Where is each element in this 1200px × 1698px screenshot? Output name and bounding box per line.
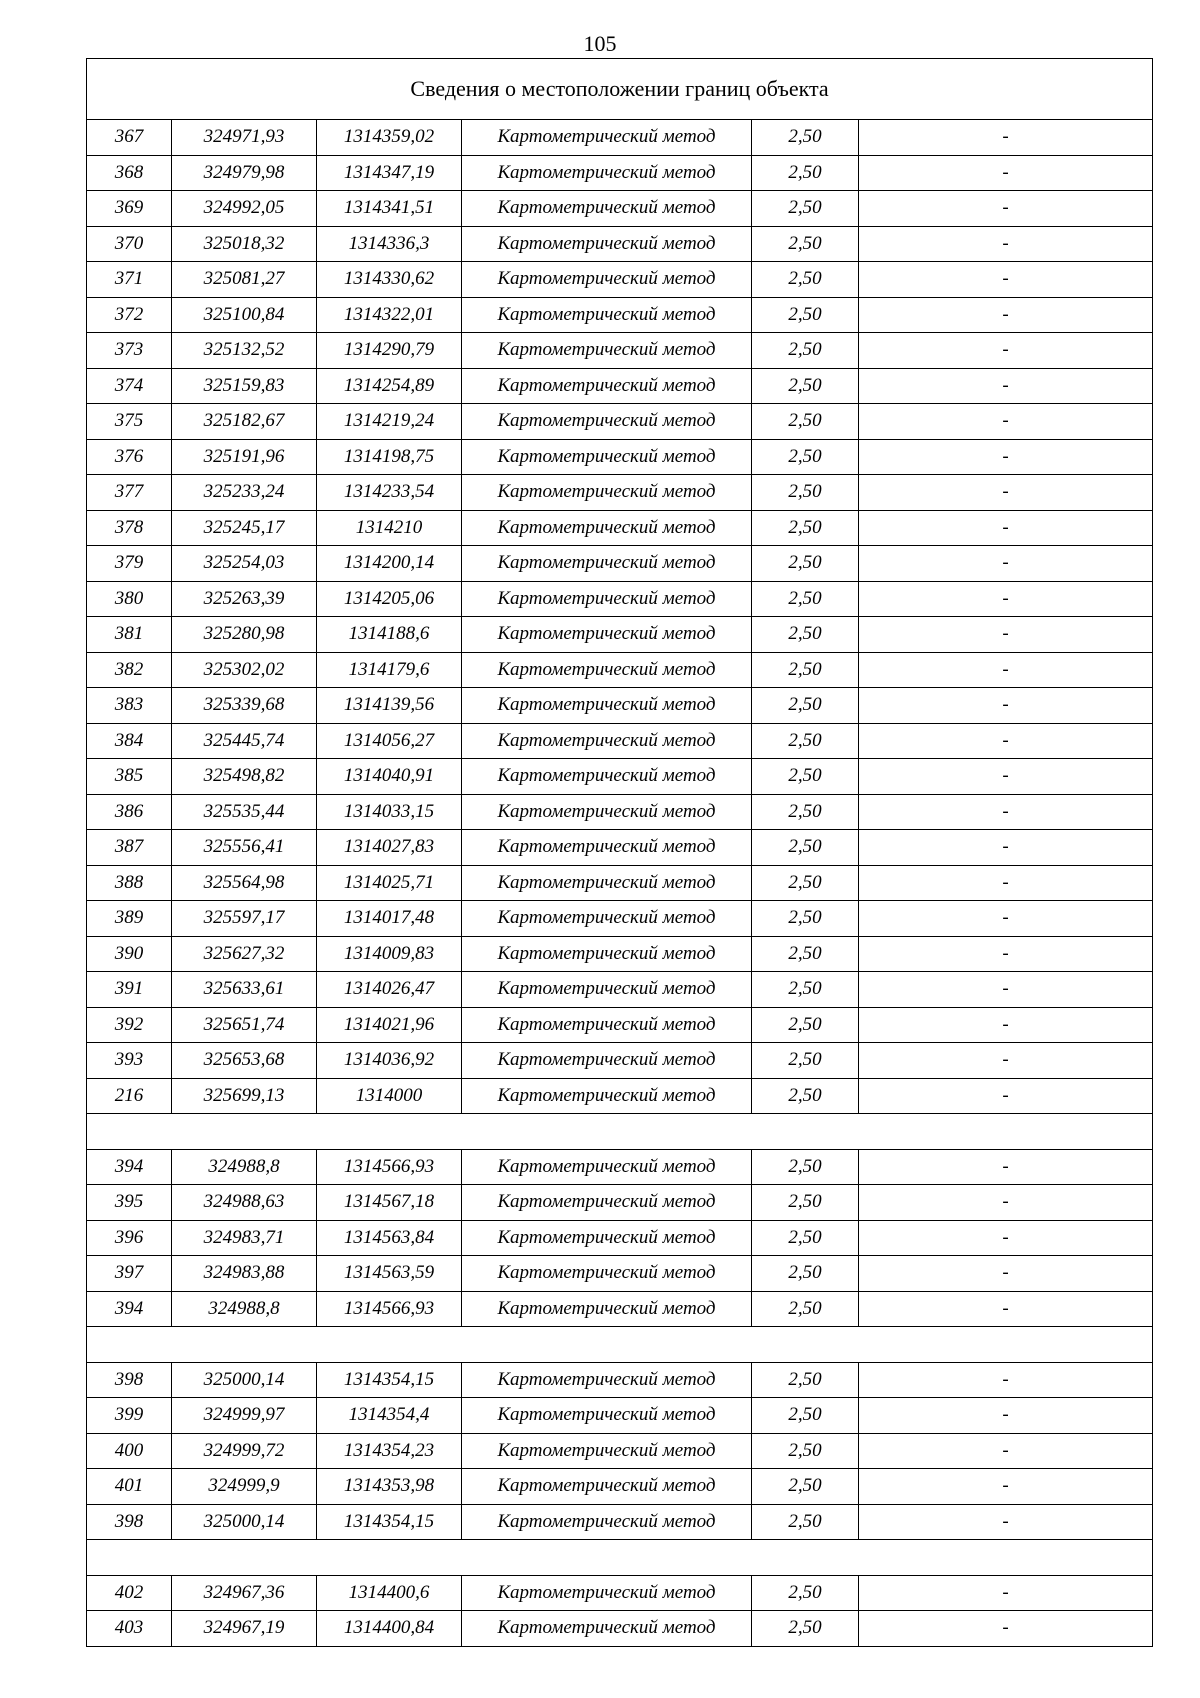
point-number-cell: 372 — [87, 297, 172, 333]
description-cell: - — [859, 1220, 1153, 1256]
x-coordinate-cell: 325280,98 — [172, 617, 317, 653]
table-row — [87, 972, 1153, 1008]
x-coordinate-cell: 325233,24 — [172, 475, 317, 511]
point-number-cell: 384 — [87, 723, 172, 759]
method-cell: Картометрический метод — [462, 1433, 752, 1469]
group-separator-cell — [87, 1327, 1153, 1363]
point-number-cell: 392 — [87, 1007, 172, 1043]
method-cell: Картометрический метод — [462, 1362, 752, 1398]
y-coordinate-cell: 1314566,93 — [317, 1291, 462, 1327]
accuracy-cell: 2,50 — [752, 1504, 859, 1540]
description-cell: - — [859, 1291, 1153, 1327]
point-number-cell: 367 — [87, 120, 172, 156]
y-coordinate-cell: 1314354,15 — [317, 1362, 462, 1398]
y-coordinate-cell: 1314341,51 — [317, 191, 462, 227]
accuracy-cell: 2,50 — [752, 581, 859, 617]
table-row — [87, 652, 1153, 688]
accuracy-cell: 2,50 — [752, 1220, 859, 1256]
y-coordinate-cell: 1314000 — [317, 1078, 462, 1114]
description-cell: - — [859, 688, 1153, 724]
method-cell: Картометрический метод — [462, 1185, 752, 1221]
point-number-cell: 379 — [87, 546, 172, 582]
y-coordinate-cell: 1314354,4 — [317, 1398, 462, 1434]
description-cell: - — [859, 1256, 1153, 1292]
x-coordinate-cell: 325651,74 — [172, 1007, 317, 1043]
point-number-cell: 373 — [87, 333, 172, 369]
y-coordinate-cell: 1314353,98 — [317, 1469, 462, 1505]
description-cell: - — [859, 1043, 1153, 1079]
y-coordinate-cell: 1314056,27 — [317, 723, 462, 759]
x-coordinate-cell: 324992,05 — [172, 191, 317, 227]
x-coordinate-cell: 325556,41 — [172, 830, 317, 866]
accuracy-cell: 2,50 — [752, 510, 859, 546]
x-coordinate-cell: 325627,32 — [172, 936, 317, 972]
method-cell: Картометрический метод — [462, 155, 752, 191]
table-row — [87, 404, 1153, 440]
method-cell: Картометрический метод — [462, 1575, 752, 1611]
point-number-cell: 383 — [87, 688, 172, 724]
description-cell: - — [859, 1362, 1153, 1398]
accuracy-cell: 2,50 — [752, 1078, 859, 1114]
description-cell: - — [859, 439, 1153, 475]
x-coordinate-cell: 325633,61 — [172, 972, 317, 1008]
table-row — [87, 510, 1153, 546]
x-coordinate-cell: 325000,14 — [172, 1504, 317, 1540]
y-coordinate-cell: 1314040,91 — [317, 759, 462, 795]
y-coordinate-cell: 1314400,84 — [317, 1611, 462, 1647]
method-cell: Картометрический метод — [462, 439, 752, 475]
point-number-cell: 391 — [87, 972, 172, 1008]
table-row — [87, 1611, 1153, 1647]
x-coordinate-cell: 325100,84 — [172, 297, 317, 333]
method-cell: Картометрический метод — [462, 688, 752, 724]
group-separator-row — [87, 1540, 1153, 1576]
description-cell: - — [859, 936, 1153, 972]
point-number-cell: 390 — [87, 936, 172, 972]
y-coordinate-cell: 1314027,83 — [317, 830, 462, 866]
y-coordinate-cell: 1314359,02 — [317, 120, 462, 156]
x-coordinate-cell: 324988,63 — [172, 1185, 317, 1221]
accuracy-cell: 2,50 — [752, 546, 859, 582]
x-coordinate-cell: 325000,14 — [172, 1362, 317, 1398]
y-coordinate-cell: 1314563,59 — [317, 1256, 462, 1292]
accuracy-cell: 2,50 — [752, 759, 859, 795]
description-cell: - — [859, 404, 1153, 440]
y-coordinate-cell: 1314205,06 — [317, 581, 462, 617]
point-number-cell: 400 — [87, 1433, 172, 1469]
description-cell: - — [859, 262, 1153, 298]
x-coordinate-cell: 325445,74 — [172, 723, 317, 759]
y-coordinate-cell: 1314330,62 — [317, 262, 462, 298]
accuracy-cell: 2,50 — [752, 368, 859, 404]
y-coordinate-cell: 1314354,23 — [317, 1433, 462, 1469]
description-cell: - — [859, 830, 1153, 866]
method-cell: Картометрический метод — [462, 901, 752, 937]
x-coordinate-cell: 325302,02 — [172, 652, 317, 688]
accuracy-cell: 2,50 — [752, 1149, 859, 1185]
y-coordinate-cell: 1314017,48 — [317, 901, 462, 937]
description-cell: - — [859, 865, 1153, 901]
description-cell: - — [859, 546, 1153, 582]
method-cell: Картометрический метод — [462, 652, 752, 688]
y-coordinate-cell: 1314567,18 — [317, 1185, 462, 1221]
description-cell: - — [859, 333, 1153, 369]
table-row — [87, 120, 1153, 156]
point-number-cell: 395 — [87, 1185, 172, 1221]
x-coordinate-cell: 324999,97 — [172, 1398, 317, 1434]
method-cell: Картометрический метод — [462, 794, 752, 830]
table-row — [87, 1291, 1153, 1327]
table-title: Сведения о местоположении границ объекта — [87, 59, 1153, 120]
y-coordinate-cell: 1314219,24 — [317, 404, 462, 440]
accuracy-cell: 2,50 — [752, 830, 859, 866]
x-coordinate-cell: 324988,8 — [172, 1291, 317, 1327]
description-cell: - — [859, 652, 1153, 688]
y-coordinate-cell: 1314200,14 — [317, 546, 462, 582]
table-row — [87, 759, 1153, 795]
point-number-cell: 374 — [87, 368, 172, 404]
page-number: 105 — [583, 31, 617, 56]
table-row — [87, 794, 1153, 830]
table-row — [87, 1398, 1153, 1434]
x-coordinate-cell: 325132,52 — [172, 333, 317, 369]
point-number-cell: 371 — [87, 262, 172, 298]
point-number-cell: 389 — [87, 901, 172, 937]
accuracy-cell: 2,50 — [752, 439, 859, 475]
method-cell: Картометрический метод — [462, 120, 752, 156]
description-cell: - — [859, 617, 1153, 653]
y-coordinate-cell: 1314179,6 — [317, 652, 462, 688]
method-cell: Картометрический метод — [462, 1398, 752, 1434]
accuracy-cell: 2,50 — [752, 972, 859, 1008]
description-cell: - — [859, 1078, 1153, 1114]
point-number-cell: 398 — [87, 1504, 172, 1540]
accuracy-cell: 2,50 — [752, 1611, 859, 1647]
point-number-cell: 380 — [87, 581, 172, 617]
method-cell: Картометрический метод — [462, 1078, 752, 1114]
description-cell: - — [859, 1007, 1153, 1043]
description-cell: - — [859, 1433, 1153, 1469]
accuracy-cell: 2,50 — [752, 865, 859, 901]
table-row — [87, 1433, 1153, 1469]
table-row — [87, 262, 1153, 298]
point-number-cell: 396 — [87, 1220, 172, 1256]
point-number-cell: 377 — [87, 475, 172, 511]
description-cell: - — [859, 1575, 1153, 1611]
description-cell: - — [859, 794, 1153, 830]
description-cell: - — [859, 1504, 1153, 1540]
y-coordinate-cell: 1314139,56 — [317, 688, 462, 724]
x-coordinate-cell: 325245,17 — [172, 510, 317, 546]
method-cell: Картометрический метод — [462, 368, 752, 404]
table-row — [87, 723, 1153, 759]
accuracy-cell: 2,50 — [752, 936, 859, 972]
accuracy-cell: 2,50 — [752, 1256, 859, 1292]
method-cell: Картометрический метод — [462, 830, 752, 866]
y-coordinate-cell: 1314254,89 — [317, 368, 462, 404]
point-number-cell: 382 — [87, 652, 172, 688]
y-coordinate-cell: 1314198,75 — [317, 439, 462, 475]
y-coordinate-cell: 1314322,01 — [317, 297, 462, 333]
description-cell: - — [859, 723, 1153, 759]
table-row — [87, 1504, 1153, 1540]
table-row — [87, 688, 1153, 724]
x-coordinate-cell: 324983,71 — [172, 1220, 317, 1256]
y-coordinate-cell: 1314025,71 — [317, 865, 462, 901]
accuracy-cell: 2,50 — [752, 120, 859, 156]
table-title-row — [87, 59, 1153, 120]
table-row — [87, 1469, 1153, 1505]
method-cell: Картометрический метод — [462, 226, 752, 262]
table-row — [87, 617, 1153, 653]
method-cell: Картометрический метод — [462, 1611, 752, 1647]
y-coordinate-cell: 1314354,15 — [317, 1504, 462, 1540]
method-cell: Картометрический метод — [462, 936, 752, 972]
y-coordinate-cell: 1314009,83 — [317, 936, 462, 972]
table-body — [87, 59, 1153, 1647]
description-cell: - — [859, 972, 1153, 1008]
accuracy-cell: 2,50 — [752, 475, 859, 511]
table-row — [87, 1362, 1153, 1398]
y-coordinate-cell: 1314233,54 — [317, 475, 462, 511]
table-row — [87, 865, 1153, 901]
x-coordinate-cell: 324967,36 — [172, 1575, 317, 1611]
accuracy-cell: 2,50 — [752, 688, 859, 724]
method-cell: Картометрический метод — [462, 581, 752, 617]
x-coordinate-cell: 325339,68 — [172, 688, 317, 724]
x-coordinate-cell: 325018,32 — [172, 226, 317, 262]
accuracy-cell: 2,50 — [752, 794, 859, 830]
point-number-cell: 401 — [87, 1469, 172, 1505]
point-number-cell: 398 — [87, 1362, 172, 1398]
group-separator-cell — [87, 1540, 1153, 1576]
method-cell: Картометрический метод — [462, 333, 752, 369]
description-cell: - — [859, 1469, 1153, 1505]
method-cell: Картометрический метод — [462, 191, 752, 227]
y-coordinate-cell: 1314566,93 — [317, 1149, 462, 1185]
x-coordinate-cell: 325535,44 — [172, 794, 317, 830]
group-separator-row — [87, 1327, 1153, 1363]
description-cell: - — [859, 368, 1153, 404]
x-coordinate-cell: 325699,13 — [172, 1078, 317, 1114]
method-cell: Картометрический метод — [462, 759, 752, 795]
point-number-cell: 376 — [87, 439, 172, 475]
table-row — [87, 1575, 1153, 1611]
method-cell: Картометрический метод — [462, 972, 752, 1008]
x-coordinate-cell: 325653,68 — [172, 1043, 317, 1079]
method-cell: Картометрический метод — [462, 1043, 752, 1079]
accuracy-cell: 2,50 — [752, 226, 859, 262]
x-coordinate-cell: 324988,8 — [172, 1149, 317, 1185]
description-cell: - — [859, 510, 1153, 546]
description-cell: - — [859, 475, 1153, 511]
point-number-cell: 386 — [87, 794, 172, 830]
method-cell: Картометрический метод — [462, 1469, 752, 1505]
y-coordinate-cell: 1314021,96 — [317, 1007, 462, 1043]
accuracy-cell: 2,50 — [752, 1043, 859, 1079]
table-row — [87, 1220, 1153, 1256]
point-number-cell: 375 — [87, 404, 172, 440]
y-coordinate-cell: 1314400,6 — [317, 1575, 462, 1611]
accuracy-cell: 2,50 — [752, 617, 859, 653]
x-coordinate-cell: 324971,93 — [172, 120, 317, 156]
method-cell: Картометрический метод — [462, 1007, 752, 1043]
y-coordinate-cell: 1314563,84 — [317, 1220, 462, 1256]
method-cell: Картометрический метод — [462, 865, 752, 901]
y-coordinate-cell: 1314188,6 — [317, 617, 462, 653]
table-row — [87, 1256, 1153, 1292]
method-cell: Картометрический метод — [462, 1291, 752, 1327]
accuracy-cell: 2,50 — [752, 191, 859, 227]
method-cell: Картометрический метод — [462, 1504, 752, 1540]
point-number-cell: 394 — [87, 1291, 172, 1327]
method-cell: Картометрический метод — [462, 475, 752, 511]
method-cell: Картометрический метод — [462, 297, 752, 333]
y-coordinate-cell: 1314290,79 — [317, 333, 462, 369]
y-coordinate-cell: 1314026,47 — [317, 972, 462, 1008]
x-coordinate-cell: 325263,39 — [172, 581, 317, 617]
table-row — [87, 475, 1153, 511]
point-number-cell: 397 — [87, 1256, 172, 1292]
accuracy-cell: 2,50 — [752, 723, 859, 759]
table-row — [87, 297, 1153, 333]
accuracy-cell: 2,50 — [752, 1362, 859, 1398]
accuracy-cell: 2,50 — [752, 155, 859, 191]
accuracy-cell: 2,50 — [752, 262, 859, 298]
description-cell: - — [859, 759, 1153, 795]
point-number-cell: 403 — [87, 1611, 172, 1647]
table-row — [87, 439, 1153, 475]
point-number-cell: 393 — [87, 1043, 172, 1079]
description-cell: - — [859, 1611, 1153, 1647]
accuracy-cell: 2,50 — [752, 1469, 859, 1505]
point-number-cell: 387 — [87, 830, 172, 866]
method-cell: Картометрический метод — [462, 546, 752, 582]
point-number-cell: 378 — [87, 510, 172, 546]
x-coordinate-cell: 325159,83 — [172, 368, 317, 404]
table-row — [87, 936, 1153, 972]
table-row — [87, 581, 1153, 617]
x-coordinate-cell: 325081,27 — [172, 262, 317, 298]
point-number-cell: 394 — [87, 1149, 172, 1185]
x-coordinate-cell: 324999,72 — [172, 1433, 317, 1469]
accuracy-cell: 2,50 — [752, 333, 859, 369]
table-row — [87, 333, 1153, 369]
point-number-cell: 402 — [87, 1575, 172, 1611]
description-cell: - — [859, 1185, 1153, 1221]
x-coordinate-cell: 325191,96 — [172, 439, 317, 475]
table-row — [87, 1149, 1153, 1185]
y-coordinate-cell: 1314033,15 — [317, 794, 462, 830]
description-cell: - — [859, 191, 1153, 227]
x-coordinate-cell: 324979,98 — [172, 155, 317, 191]
point-number-cell: 381 — [87, 617, 172, 653]
boundary-coordinates-table — [86, 58, 1153, 1647]
description-cell: - — [859, 1149, 1153, 1185]
x-coordinate-cell: 325254,03 — [172, 546, 317, 582]
method-cell: Картометрический метод — [462, 617, 752, 653]
group-separator-row — [87, 1114, 1153, 1150]
accuracy-cell: 2,50 — [752, 404, 859, 440]
accuracy-cell: 2,50 — [752, 1398, 859, 1434]
table-row — [87, 1043, 1153, 1079]
description-cell: - — [859, 581, 1153, 617]
accuracy-cell: 2,50 — [752, 1291, 859, 1327]
accuracy-cell: 2,50 — [752, 1575, 859, 1611]
y-coordinate-cell: 1314210 — [317, 510, 462, 546]
x-coordinate-cell: 324983,88 — [172, 1256, 317, 1292]
description-cell: - — [859, 1398, 1153, 1434]
table-row — [87, 830, 1153, 866]
method-cell: Картометрический метод — [462, 262, 752, 298]
description-cell: - — [859, 226, 1153, 262]
table-row — [87, 546, 1153, 582]
method-cell: Картометрический метод — [462, 510, 752, 546]
x-coordinate-cell: 324967,19 — [172, 1611, 317, 1647]
description-cell: - — [859, 120, 1153, 156]
method-cell: Картометрический метод — [462, 723, 752, 759]
group-separator-cell — [87, 1114, 1153, 1150]
y-coordinate-cell: 1314336,3 — [317, 226, 462, 262]
point-number-cell: 369 — [87, 191, 172, 227]
point-number-cell: 370 — [87, 226, 172, 262]
y-coordinate-cell: 1314347,19 — [317, 155, 462, 191]
table-row — [87, 155, 1153, 191]
table-row — [87, 1078, 1153, 1114]
accuracy-cell: 2,50 — [752, 652, 859, 688]
point-number-cell: 388 — [87, 865, 172, 901]
accuracy-cell: 2,50 — [752, 1185, 859, 1221]
y-coordinate-cell: 1314036,92 — [317, 1043, 462, 1079]
accuracy-cell: 2,50 — [752, 901, 859, 937]
point-number-cell: 399 — [87, 1398, 172, 1434]
table-row — [87, 226, 1153, 262]
accuracy-cell: 2,50 — [752, 1433, 859, 1469]
x-coordinate-cell: 324999,9 — [172, 1469, 317, 1505]
table-row — [87, 901, 1153, 937]
description-cell: - — [859, 901, 1153, 937]
x-coordinate-cell: 325564,98 — [172, 865, 317, 901]
table-row — [87, 1007, 1153, 1043]
table-row — [87, 1185, 1153, 1221]
method-cell: Картометрический метод — [462, 1220, 752, 1256]
point-number-cell: 368 — [87, 155, 172, 191]
description-cell: - — [859, 155, 1153, 191]
x-coordinate-cell: 325597,17 — [172, 901, 317, 937]
x-coordinate-cell: 325182,67 — [172, 404, 317, 440]
method-cell: Картометрический метод — [462, 1256, 752, 1292]
point-number-cell: 216 — [87, 1078, 172, 1114]
point-number-cell: 385 — [87, 759, 172, 795]
table-row — [87, 191, 1153, 227]
method-cell: Картометрический метод — [462, 404, 752, 440]
description-cell: - — [859, 297, 1153, 333]
accuracy-cell: 2,50 — [752, 297, 859, 333]
x-coordinate-cell: 325498,82 — [172, 759, 317, 795]
accuracy-cell: 2,50 — [752, 1007, 859, 1043]
table-row — [87, 368, 1153, 404]
method-cell: Картометрический метод — [462, 1149, 752, 1185]
